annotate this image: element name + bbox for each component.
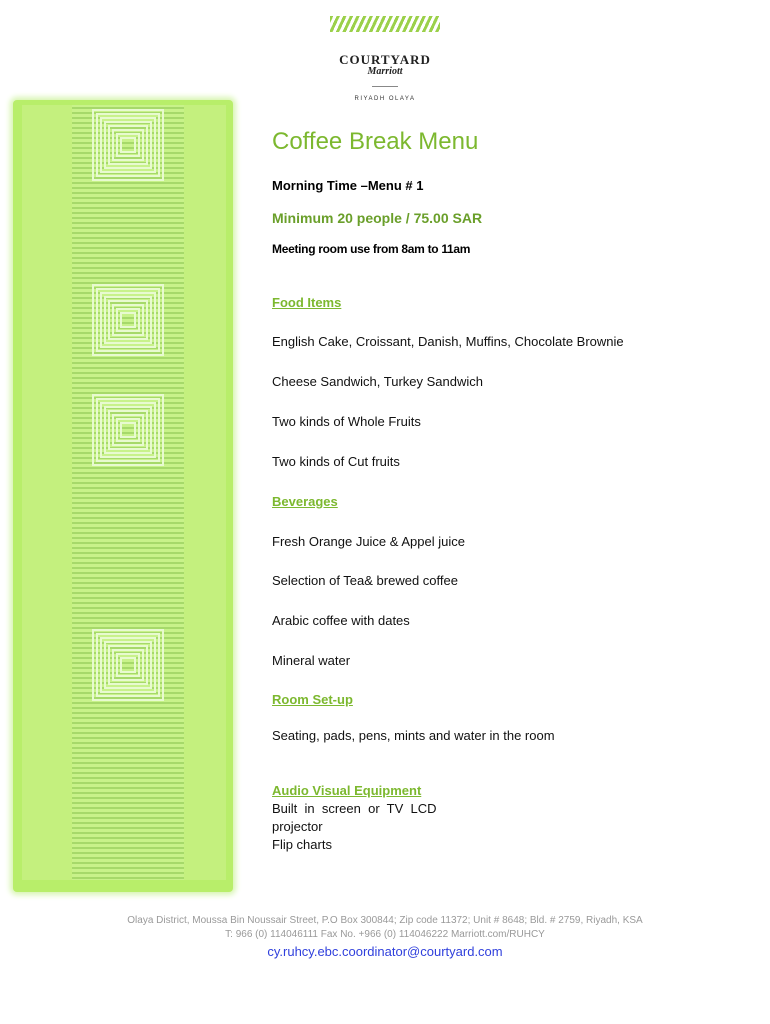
list-item: Built in screen or TV LCD (272, 801, 437, 816)
list-item: Two kinds of Whole Fruits (272, 414, 421, 429)
menu-title: Coffee Break Menu (272, 128, 479, 155)
list-item: Flip charts (272, 837, 332, 852)
logo-city: RIYADH OLAYA (354, 96, 416, 102)
footer-contact: T: 966 (0) 114046111 Fax No. +966 (0) 114046222 Marriott.com/RUHCY (225, 929, 545, 940)
minimum-price: Minimum 20 people / 75.00 SAR (272, 210, 483, 226)
logo-stripes-graphic (330, 16, 440, 32)
logo-brand-name: COURTYARD (339, 52, 431, 67)
list-item: projector (272, 819, 323, 834)
logo-brand-sub: Marriott (367, 66, 403, 77)
list-item: Mineral water (272, 653, 351, 668)
list-item: Seating, pads, pens, mints and water in the room (272, 728, 555, 743)
list-item: Fresh Orange Juice & Appel juice (272, 534, 465, 549)
decorative-pattern (72, 105, 184, 880)
section-heading-room-setup: Room Set-up (272, 692, 353, 707)
list-item: English Cake, Croissant, Danish, Muffins, Chocolate Brownie (272, 334, 624, 349)
list-item: Selection of Tea& brewed coffee (272, 573, 458, 588)
room-usage-time: Meeting room use from 8am to 11am (272, 242, 471, 256)
list-item: Arabic coffee with dates (272, 613, 410, 628)
logo-divider (372, 86, 398, 87)
list-item: Two kinds of Cut fruits (272, 454, 400, 469)
footer-address: Olaya District, Moussa Bin Noussair Street, P.O Box 300844; Zip code 11372; Unit # 8648; Bld. # 2759, Riyadh, KSA (127, 915, 643, 926)
footer-email-link[interactable]: cy.ruhcy.ebc.coordinator@courtyard.com (267, 944, 503, 959)
section-heading-food: Food Items (272, 295, 342, 310)
hotel-logo (320, 16, 450, 102)
section-heading-beverages: Beverages (272, 494, 338, 509)
list-item: Cheese Sandwich, Turkey Sandwich (272, 374, 484, 389)
section-heading-audio-visual: Audio Visual Equipment (272, 783, 422, 798)
menu-subtitle: Morning Time –Menu # 1 (272, 178, 424, 193)
